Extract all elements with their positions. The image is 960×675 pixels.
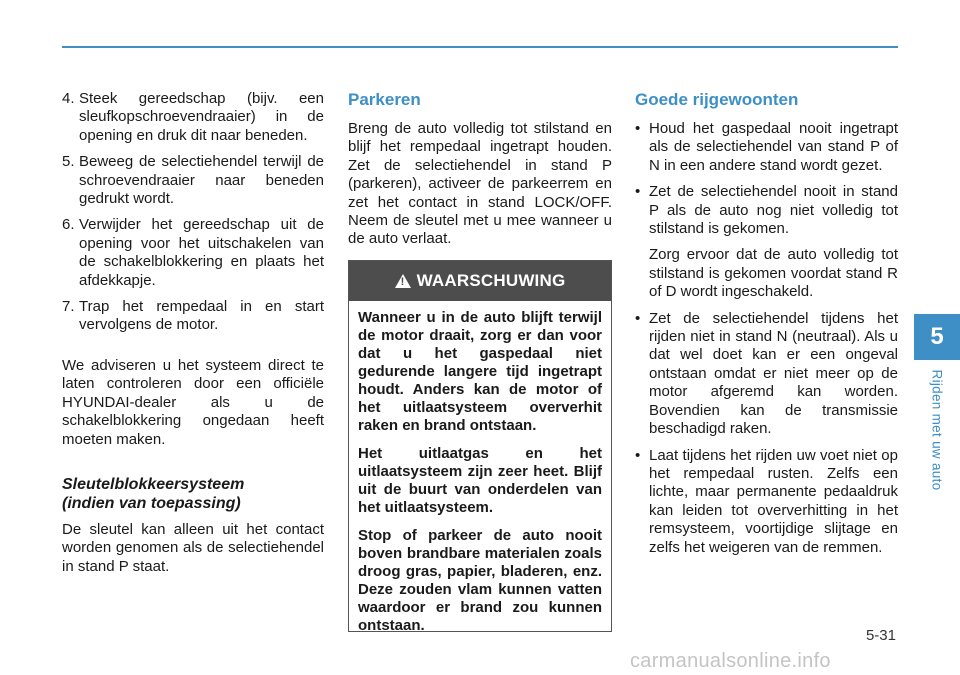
warning-paragraph: Het uitlaatgas en het uitlaatsysteem zijn zeer heet. Blijf uit de buurt van onderdelen van het uitlaatsysteem. (358, 444, 602, 516)
column-middle (348, 90, 612, 632)
chapter-tab: 5 (914, 314, 960, 360)
warning-box (348, 260, 612, 632)
list-item: • Laat tijdens het rijden uw voet niet op het rempedaal rusten. Zelfs een lichte, maar permanente pedaaldruk kan leiden tot oververhitting in het remsysteem, voortijdige slijtage en zelfs het weigeren van de remmen. (635, 446, 898, 556)
warning-triangle-icon (395, 274, 411, 288)
list-item: • Houd het gaspedaal nooit ingetrapt als de selectiehendel van stand P of N in een andere stand wordt gezet. (635, 120, 898, 174)
step-item: 6. Verwijder het gereedschap uit de opening voor het uitschakelen van de schakelblokkering en plaats het afdekkapje. (62, 216, 324, 289)
key-lock-paragraph: De sleutel kan alleen uit het contact worden genomen als de selectiehendel in stand P staat. (62, 520, 324, 575)
step-item: 5. Beweeg de selectiehendel terwijl de schroevendraaier naar beneden gedrukt wordt. (62, 153, 324, 208)
step-list (62, 90, 324, 335)
habits-list (635, 120, 898, 557)
list-item: • Zet de selectiehendel tijdens het rijden niet in stand N (neutraal). Als u dat wel doet kan er een ongeval ontstaan omdat er niet meer op de motor afgeremd kan worden. Bovendien kan de transmissie beschadigd raken. (635, 309, 898, 438)
parking-heading: Parkeren (348, 90, 421, 109)
page-number: 5-31 (865, 627, 896, 644)
column-left (62, 90, 324, 576)
list-item: • Zet de selectiehendel nooit in stand P als de auto nog niet volledig tot stilstand is gekomen. Zorg ervoor dat de auto volledig tot stilstand is gekomen voordat stand R of D wordt ingeschakeld. (635, 183, 898, 301)
warning-paragraph: Wanneer u in de auto blijft terwijl de motor draait, zorg er dan voor dat u het gaspedaal niet gedurende langere tijd ingetrapt houdt. Anders kan de motor of het uitlaatsysteem oververhit raken en brand ontstaan. (358, 308, 602, 434)
top-rule (62, 46, 898, 48)
advice-paragraph: We adviseren u het systeem direct te laten controleren door een officiële HYUNDAI-dealer als u de schakelblokkering ongedaan heeft moeten maken. (62, 356, 324, 448)
warning-paragraph: Stop of parkeer de auto nooit boven brandbare materialen zoals droog gras, papier, bladeren, enz. Deze zouden vlam kunnen vatten waardoor er brand zou kunnen ontstaan. (358, 526, 602, 634)
column-right (635, 90, 898, 565)
warning-body (349, 301, 611, 635)
step-item: 4. Steek gereedschap (bijv. een sleufkopschroevendraaier) in de opening en druk dit naar beneden. (62, 90, 324, 144)
list-item-continuation: Zorg ervoor dat de auto volledig tot stilstand is gekomen voordat stand R of D wordt ingeschakeld. (649, 246, 898, 301)
habits-heading: Goede rijgewoonten (635, 90, 799, 109)
warning-header: ! WAARSCHUWING (349, 261, 611, 301)
chapter-title: Rijden met uw auto (929, 369, 945, 491)
parking-paragraph: Breng de auto volledig tot stilstand en blijf het rempedaal ingetrapt houden. Zet de selectiehendel in stand P (parkeren), activeer de parkeerrem en zet het contact in stand LOCK/OFF. Neem de sleutel met u mee wanneer u de auto verlaat. (348, 120, 612, 248)
watermark: carmanualsonline.info (630, 650, 831, 672)
step-item: 7. Trap het rempedaal in en start vervolgens de motor. (62, 298, 324, 334)
key-lock-heading: Sleutelblokkeersysteem (indien van toepassing) (62, 475, 245, 512)
